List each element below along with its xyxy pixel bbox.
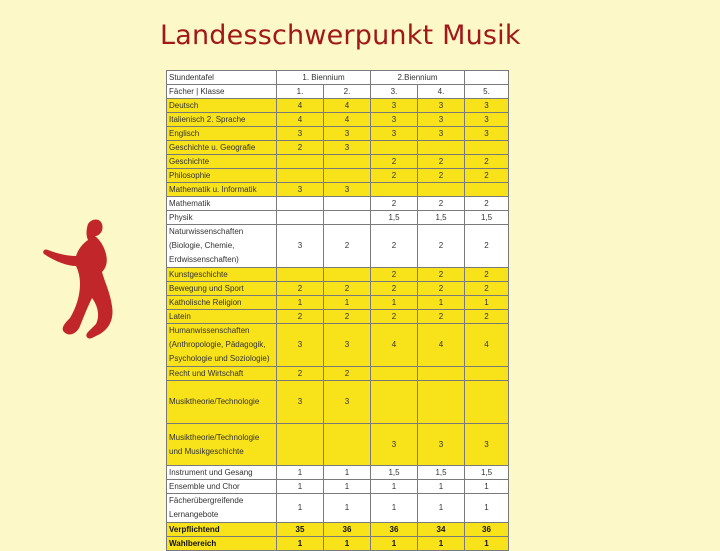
subject-cell: Italienisch 2. Sprache: [167, 113, 277, 127]
hours-cell: 1: [465, 296, 509, 310]
subject-cell: Geschichte: [167, 155, 277, 169]
hours-cell: 3: [465, 127, 509, 141]
subject-cell: Recht und Wirtschaft: [167, 367, 277, 381]
hours-cell: [465, 183, 509, 197]
hours-cell: [277, 268, 324, 282]
hours-cell: 36: [324, 523, 371, 537]
table-row: [167, 494, 509, 523]
hours-cell: 4: [277, 99, 324, 113]
subject-cell: Instrument und Gesang: [167, 466, 277, 480]
subject-cell: Verpflichtend: [167, 523, 277, 537]
hours-cell: 3: [277, 225, 324, 268]
hours-cell: 2: [465, 169, 509, 183]
hours-cell: 2: [371, 155, 418, 169]
hours-cell: 2: [277, 310, 324, 324]
header-biennium-2: 2.Biennium: [371, 71, 465, 85]
hours-cell: 2: [418, 268, 465, 282]
hours-cell: 3: [371, 99, 418, 113]
hours-cell: [277, 211, 324, 225]
hours-cell: 3: [465, 424, 509, 466]
hours-cell: 2: [371, 225, 418, 268]
hours-cell: 35: [277, 523, 324, 537]
hours-cell: 3: [324, 141, 371, 155]
hours-cell: [324, 211, 371, 225]
hours-cell: 4: [371, 324, 418, 367]
hours-cell: 1: [277, 480, 324, 494]
header-class: 1.: [277, 85, 324, 99]
hours-cell: 4: [277, 113, 324, 127]
subject-cell: Ensemble und Chor: [167, 480, 277, 494]
subject-cell: Musiktheorie/Technologie und Musikgeschichte: [167, 424, 277, 466]
hours-cell: 3: [465, 99, 509, 113]
hours-cell: 1: [324, 537, 371, 551]
timetable-grid: [166, 70, 509, 551]
table-row: [167, 324, 509, 367]
hours-cell: 3: [418, 127, 465, 141]
hours-cell: 2: [465, 155, 509, 169]
hours-cell: 2: [418, 310, 465, 324]
hours-cell: 1: [324, 494, 371, 523]
header-empty: [465, 71, 509, 85]
table-row: [167, 225, 509, 268]
subject-cell: Mathematik u. Informatik: [167, 183, 277, 197]
table-row: [167, 268, 509, 282]
table-row: [167, 480, 509, 494]
table-row: [167, 99, 509, 113]
hours-cell: 1,5: [465, 211, 509, 225]
hours-cell: 2: [277, 282, 324, 296]
subject-cell: Kunstgeschichte: [167, 268, 277, 282]
hours-cell: [324, 155, 371, 169]
table-row: [167, 282, 509, 296]
table-row: [167, 197, 509, 211]
header-class: 2.: [324, 85, 371, 99]
hours-cell: 1: [371, 494, 418, 523]
table-row: [167, 211, 509, 225]
dancing-figure-image: [40, 210, 130, 345]
hours-cell: 1: [418, 480, 465, 494]
header-class: 5.: [465, 85, 509, 99]
hours-cell: [277, 424, 324, 466]
hours-cell: [277, 197, 324, 211]
hours-cell: 4: [465, 324, 509, 367]
subject-cell: Naturwissenschaften (Biologie, Chemie, Erdwissenschaften): [167, 225, 277, 268]
hours-cell: 4: [324, 99, 371, 113]
table-row: [167, 113, 509, 127]
subject-cell: Bewegung und Sport: [167, 282, 277, 296]
hours-cell: 2: [465, 268, 509, 282]
hours-cell: [324, 169, 371, 183]
subject-cell: Wahlbereich: [167, 537, 277, 551]
hours-cell: 2: [277, 367, 324, 381]
hours-cell: [418, 367, 465, 381]
header-class: 4.: [418, 85, 465, 99]
hours-cell: 1: [371, 480, 418, 494]
hours-cell: [418, 381, 465, 424]
hours-cell: 1: [371, 537, 418, 551]
hours-cell: 3: [324, 183, 371, 197]
hours-cell: 3: [277, 183, 324, 197]
header-class: 3.: [371, 85, 418, 99]
hours-cell: 2: [324, 310, 371, 324]
table-row: [167, 169, 509, 183]
hours-cell: 3: [277, 324, 324, 367]
hours-cell: 34: [418, 523, 465, 537]
hours-cell: 2: [371, 197, 418, 211]
hours-cell: 1: [418, 494, 465, 523]
hours-cell: 3: [277, 381, 324, 424]
hours-cell: 2: [465, 282, 509, 296]
hours-cell: 3: [277, 127, 324, 141]
hours-cell: 3: [324, 381, 371, 424]
hours-cell: 1: [324, 480, 371, 494]
subject-cell: Latein: [167, 310, 277, 324]
hours-cell: 36: [371, 523, 418, 537]
hours-cell: [371, 367, 418, 381]
hours-cell: 1: [465, 537, 509, 551]
page-title: Landesschwerpunkt Musik: [160, 20, 521, 51]
hours-cell: 2: [465, 197, 509, 211]
table-row: [167, 537, 509, 551]
hours-cell: [324, 268, 371, 282]
subject-cell: Deutsch: [167, 99, 277, 113]
subject-cell: Musiktheorie/Technologie: [167, 381, 277, 424]
hours-cell: 2: [277, 141, 324, 155]
hours-cell: 1: [465, 480, 509, 494]
hours-cell: 3: [324, 127, 371, 141]
hours-cell: 1,5: [371, 211, 418, 225]
hours-cell: 2: [418, 225, 465, 268]
hours-cell: [418, 141, 465, 155]
header-biennium-1: 1. Biennium: [277, 71, 371, 85]
hours-cell: 2: [418, 169, 465, 183]
table-row: [167, 367, 509, 381]
hours-cell: 3: [371, 113, 418, 127]
hours-cell: 1: [418, 537, 465, 551]
hours-cell: [465, 141, 509, 155]
hours-cell: [418, 183, 465, 197]
header-subject-class: Fächer | Klasse: [167, 85, 277, 99]
hours-cell: 3: [418, 113, 465, 127]
hours-cell: 2: [324, 282, 371, 296]
hours-cell: 3: [418, 99, 465, 113]
header-label: Stundentafel: [167, 71, 277, 85]
subject-cell: Humanwissenschaften (Anthropologie, Pädagogik, Psychologie und Soziologie): [167, 324, 277, 367]
hours-cell: 2: [418, 155, 465, 169]
subject-cell: Physik: [167, 211, 277, 225]
table-row: [167, 424, 509, 466]
hours-cell: 36: [465, 523, 509, 537]
hours-cell: [465, 367, 509, 381]
hours-cell: 1: [324, 466, 371, 480]
table-row: [167, 141, 509, 155]
hours-cell: 2: [465, 225, 509, 268]
hours-cell: 1: [277, 296, 324, 310]
timetable: [166, 70, 508, 551]
subject-cell: Geschichte u. Geografie: [167, 141, 277, 155]
hours-cell: [371, 141, 418, 155]
hours-cell: 2: [418, 197, 465, 211]
table-row: [167, 466, 509, 480]
hours-cell: 2: [371, 268, 418, 282]
subject-cell: Mathematik: [167, 197, 277, 211]
hours-cell: 3: [418, 424, 465, 466]
hours-cell: 2: [371, 310, 418, 324]
hours-cell: 2: [418, 282, 465, 296]
hours-cell: [324, 197, 371, 211]
hours-cell: 1,5: [418, 466, 465, 480]
hours-cell: [465, 381, 509, 424]
hours-cell: 3: [465, 113, 509, 127]
table-row: [167, 381, 509, 424]
hours-cell: 2: [465, 310, 509, 324]
hours-cell: 4: [418, 324, 465, 367]
hours-cell: 1: [418, 296, 465, 310]
hours-cell: 1: [277, 494, 324, 523]
table-row: [167, 127, 509, 141]
hours-cell: 2: [324, 367, 371, 381]
hours-cell: [277, 169, 324, 183]
table-row: [167, 296, 509, 310]
table-row: [167, 155, 509, 169]
hours-cell: 3: [371, 127, 418, 141]
hours-cell: 2: [371, 282, 418, 296]
hours-cell: 2: [371, 169, 418, 183]
hours-cell: 1: [371, 296, 418, 310]
hours-cell: 1: [324, 296, 371, 310]
hours-cell: 1,5: [418, 211, 465, 225]
hours-cell: 1,5: [371, 466, 418, 480]
hours-cell: 2: [324, 225, 371, 268]
table-row: [167, 523, 509, 537]
subject-cell: Philosophie: [167, 169, 277, 183]
hours-cell: 4: [324, 113, 371, 127]
table-row: [167, 310, 509, 324]
hours-cell: [324, 424, 371, 466]
hours-cell: [371, 381, 418, 424]
subject-cell: Fächerübergreifende Lernangebote: [167, 494, 277, 523]
hours-cell: 1: [277, 537, 324, 551]
hours-cell: 3: [371, 424, 418, 466]
subject-cell: Englisch: [167, 127, 277, 141]
hours-cell: 1: [465, 494, 509, 523]
subject-cell: Katholische Religion: [167, 296, 277, 310]
hours-cell: 1,5: [465, 466, 509, 480]
table-row: [167, 183, 509, 197]
hours-cell: 1: [277, 466, 324, 480]
hours-cell: [277, 155, 324, 169]
hours-cell: 3: [324, 324, 371, 367]
hours-cell: [371, 183, 418, 197]
